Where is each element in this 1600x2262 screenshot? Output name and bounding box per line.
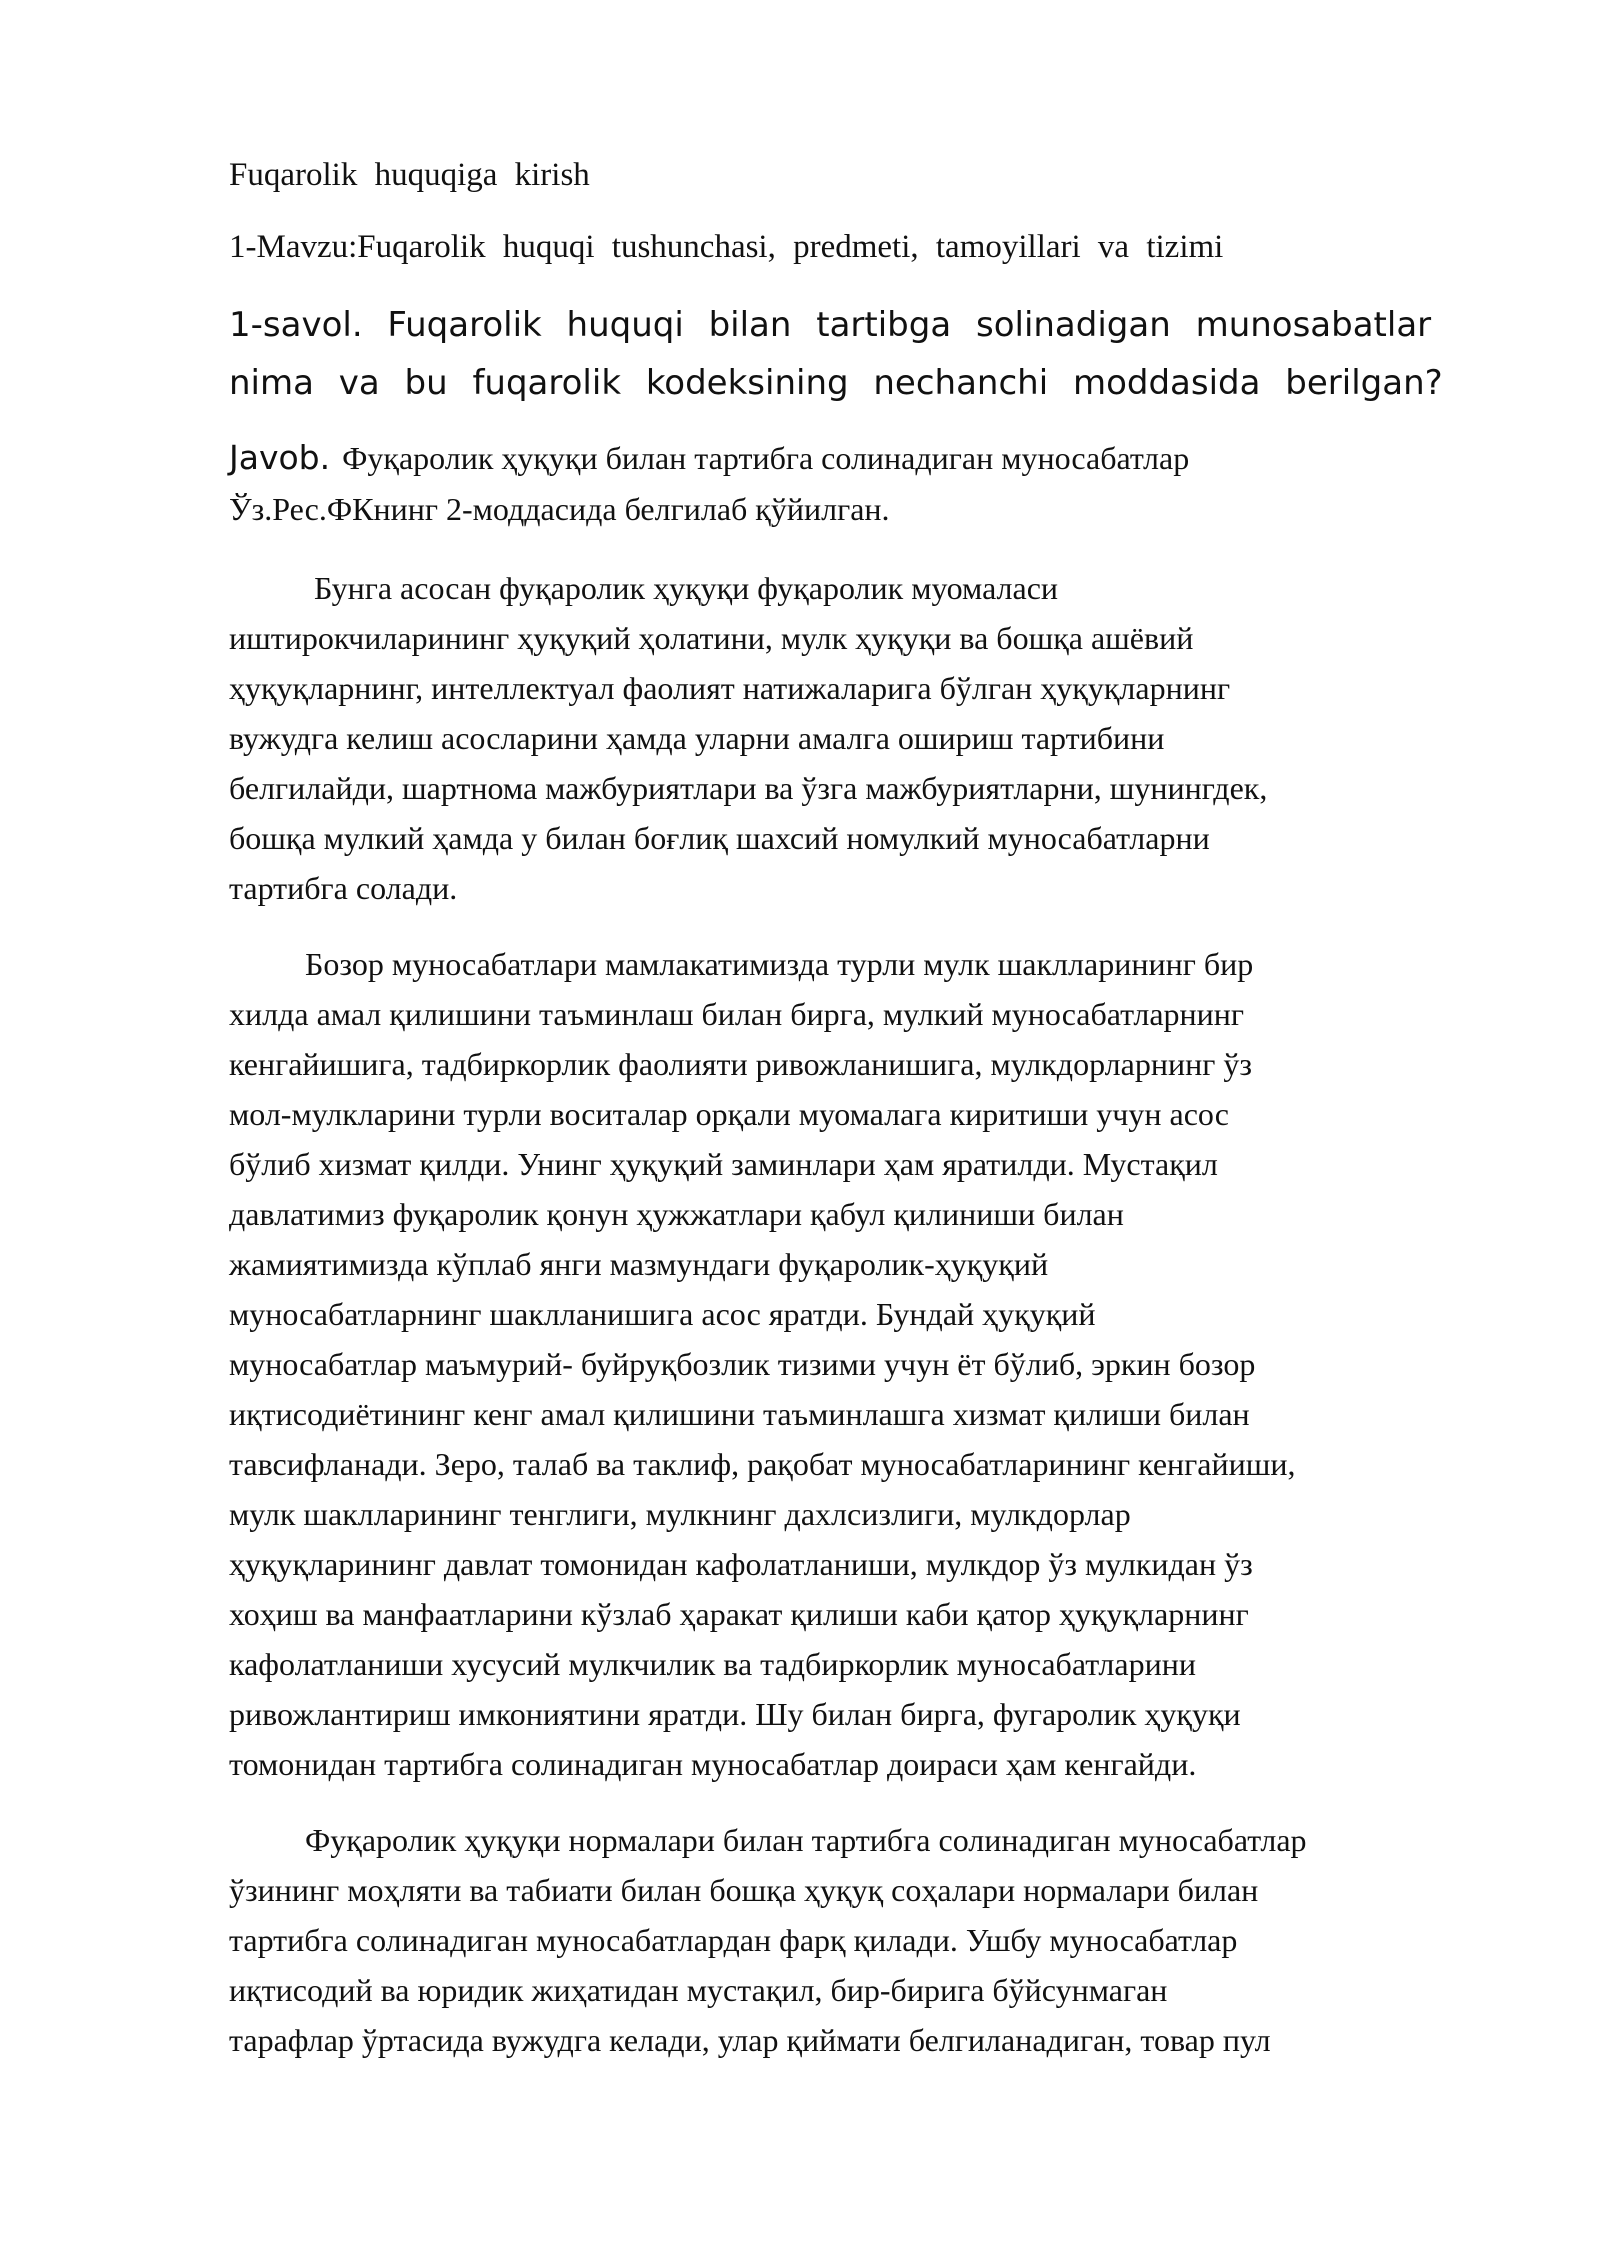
paragraph-2 xyxy=(229,939,1509,1789)
paragraph-line: ўзининг моҳляти ва табиати билан бошқа ҳуқуқ соҳалари нормалари билан xyxy=(229,1872,1259,1908)
answer-block xyxy=(229,432,1509,535)
paragraph-line: тарафлар ўртасида вужудга келади, улар қиймати белгиланадиган, товар пул xyxy=(229,2022,1271,2058)
paragraph-line: тартибга солинадиган муносабатлардан фарқ қилади. Ушбу муносабатлар xyxy=(229,1922,1238,1958)
paragraph-line: хилда амал қилишини таъминлаш билан бирга, мулкий муносабатларнинг xyxy=(229,996,1245,1032)
paragraph-line: кенгайишига, тадбиркорлик фаолияти ривожланишига, мулкдорларнинг ўз xyxy=(229,1046,1252,1082)
question-line: 1-savol. Fuqarolik huquqi bilan tartibga solinadigan munosabatlar xyxy=(229,305,1432,345)
paragraph-line: тавсифланади. Зеро, талаб ва таклиф, рақобат муносабатларининг кенгайиши, xyxy=(229,1446,1296,1482)
paragraph-line: кафолатланиши хусусий мулкчилик ва тадбиркорлик муносабатларини xyxy=(229,1646,1196,1682)
answer-line: Ўз.Рес.ФКнинг 2-моддасида белгилаб қўйилган. xyxy=(229,491,890,527)
paragraph-line: ривожлантириш имкониятини яратди. Шу билан бирга, фугаролик ҳуқуқи xyxy=(229,1696,1241,1732)
document-page xyxy=(229,150,1509,2091)
question-block xyxy=(229,296,1454,412)
paragraph-line: жамиятимизда кўплаб янги мазмундаги фуқаролик-ҳуқуқий xyxy=(229,1246,1049,1282)
paragraph-line: мол-мулкларини турли воситалар орқали муомалага киритиши учун асос xyxy=(229,1096,1229,1132)
paragraph-line: муносабатлар маъмурий- буйруқбозлик тизими учун ёт бўлиб, эркин бозор xyxy=(229,1346,1256,1382)
paragraph-line: бўлиб хизмат қилди. Унинг ҳуқуқий заминлари ҳам яратилди. Мустақил xyxy=(229,1146,1218,1182)
course-title: Fuqarolik huquqiga kirish xyxy=(229,157,590,193)
paragraph-line: иқтисодий ва юридик жиҳатидан мустақил, бир-бирига бўйсунмаган xyxy=(229,1972,1168,2008)
question-line: nima va bu fuqarolik kodeksining nechanchi moddasida berilgan? xyxy=(229,363,1443,403)
paragraph-line: Фуқаролик ҳуқуқи нормалари билан тартибга солинадиган муносабатлар xyxy=(305,1822,1307,1858)
paragraph-line: хоҳиш ва манфаатларини кўзлаб ҳаракат қилиши каби қатор ҳуқуқларнинг xyxy=(229,1596,1249,1632)
paragraph-line: Бунга асосан фуқаролик ҳуқуқи фуқаролик муомаласи xyxy=(314,570,1059,606)
paragraph-line: бошқа мулкий ҳамда у билан боғлиқ шахсий номулкий муносабатларни xyxy=(229,820,1210,856)
paragraph-line: ҳуқуқларнинг, интеллектуал фаолият натижаларига бўлган ҳуқуқларнинг xyxy=(229,670,1231,706)
paragraph-line: белгилайди, шартнома мажбуриятлари ва ўзга мажбуриятларни, шунингдек, xyxy=(229,770,1268,806)
answer-line xyxy=(229,432,1509,484)
topic-title: 1-Mavzu:Fuqarolik huquqi tushunchasi, predmeti, tamoyillari va tizimi xyxy=(229,229,1224,265)
paragraph-line: муносабатларнинг шаклланишига асос яратди. Бундай ҳуқуқий xyxy=(229,1296,1096,1332)
answer-text: Фуқаролик ҳуқуқи билан тартибга солинадиган муносабатлар xyxy=(342,440,1190,476)
paragraph-line: томонидан тартибга солинадиган муносабатлар доираси ҳам кенгайди. xyxy=(229,1746,1197,1782)
paragraph-line: иштирокчиларининг ҳуқуқий ҳолатини, мулк ҳуқуқи ва бошқа ашёвий xyxy=(229,620,1194,656)
paragraph-line: вужудга келиш асосларини ҳамда уларни амалга ошириш тартибини xyxy=(229,720,1165,756)
paragraph-1 xyxy=(229,563,1509,913)
paragraph-line: иқтисодиётининг кенг амал қилишини таъминлашга хизмат қилиши билан xyxy=(229,1396,1250,1432)
paragraph-line: тартибга солади. xyxy=(229,870,458,906)
paragraph-line: давлатимиз фуқаролик қонун ҳужжатлари қабул қилиниши билан xyxy=(229,1196,1124,1232)
answer-label: Javob. xyxy=(229,438,331,477)
paragraph-line: Бозор муносабатлари мамлакатимизда турли мулк шаклларининг бир xyxy=(305,946,1254,982)
paragraph-3 xyxy=(229,1815,1509,2065)
paragraph-line: мулк шаклларининг тенглиги, мулкнинг дахлсизлиги, мулкдорлар xyxy=(229,1496,1131,1532)
paragraph-line: ҳуқуқларининг давлат томонидан кафолатланиши, мулкдор ўз мулкидан ўз xyxy=(229,1546,1253,1582)
